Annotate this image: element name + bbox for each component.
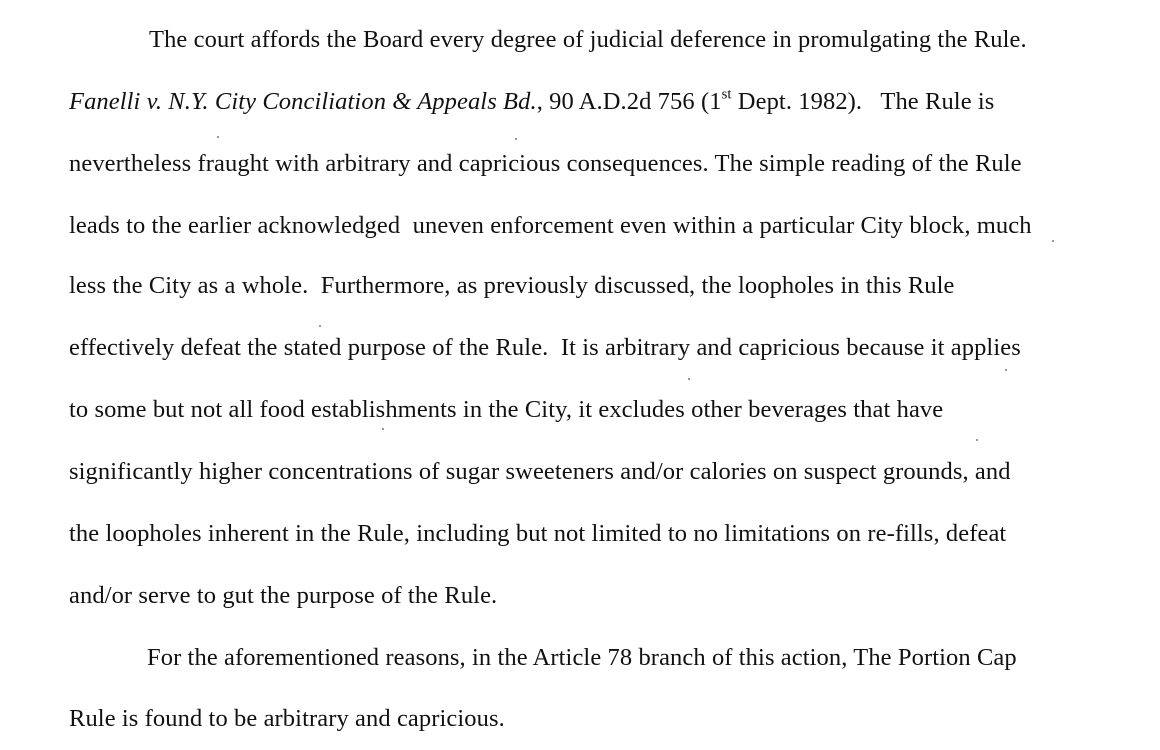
paragraph-1-line-3: nevertheless fraught with arbitrary and capricious consequences. The simple reading of the Rule — [69, 150, 1022, 177]
case-citation-reporter: , 90 A.D.2d 756 (1 — [536, 88, 722, 115]
paragraph-1-line-2 — [69, 87, 994, 117]
case-citation-name: Fanelli v. N.Y. City Conciliation & Appeals Bd. — [69, 88, 537, 115]
paragraph-1-line-4: leads to the earlier acknowledged uneven enforcement even within a particular City block, much — [69, 212, 1032, 239]
scan-speck — [382, 428, 384, 430]
scan-speck — [217, 136, 219, 138]
paragraph-2-line-1: For the aforementioned reasons, in the Article 78 branch of this action, The Portion Cap — [147, 644, 1017, 671]
paragraph-1-line-7: to some but not all food establishments in the City, it excludes other beverages that have — [69, 396, 944, 423]
scan-speck — [1005, 369, 1007, 371]
paragraph-1-line-9: the loopholes inherent in the Rule, including but not limited to no limitations on re-fills, defeat — [69, 520, 1007, 547]
paragraph-1-line-1: The court affords the Board every degree of judicial deference in promulgating the Rule. — [149, 26, 1027, 53]
scan-speck — [688, 378, 690, 380]
scan-speck — [515, 138, 517, 140]
paragraph-1-line-10: and/or serve to gut the purpose of the Rule. — [69, 582, 498, 609]
scan-speck — [319, 325, 321, 327]
paragraph-1-line-5: less the City as a whole. Furthermore, as previously discussed, the loopholes in this Rule — [69, 272, 955, 299]
ordinal-superscript: st — [721, 86, 732, 103]
scan-speck — [976, 439, 978, 441]
paragraph-2-line-2: Rule is found to be arbitrary and capricious. — [69, 705, 505, 732]
paragraph-1-line-6: effectively defeat the stated purpose of the Rule. It is arbitrary and capricious because it applies — [69, 334, 1021, 361]
scan-speck — [1052, 240, 1054, 242]
case-citation-court: Dept. 1982). The Rule is — [731, 88, 995, 115]
paragraph-1-line-8: significantly higher concentrations of sugar sweeteners and/or calories on suspect grounds, and — [69, 458, 1011, 485]
